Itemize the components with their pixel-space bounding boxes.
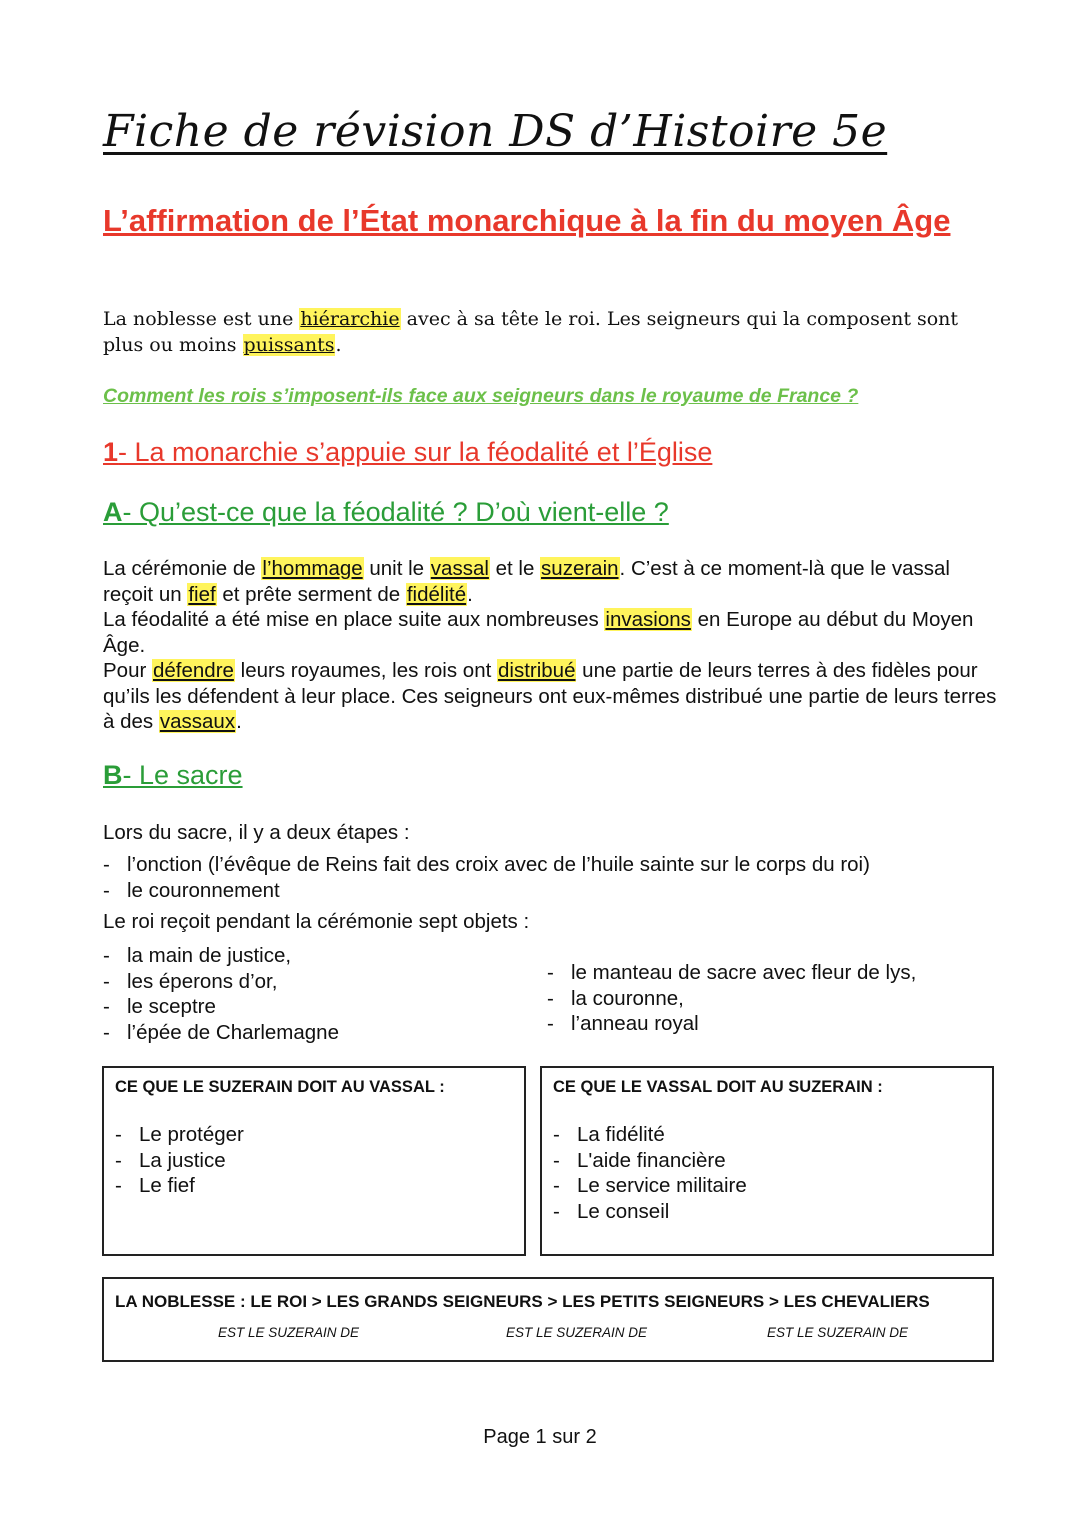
defense-sentence	[103, 658, 1003, 735]
list-item: - la couronne,	[547, 986, 1007, 1012]
text: en Europe au début du Moyen Âge.	[103, 608, 974, 657]
intro-paragraph	[103, 306, 1003, 358]
highlight-puissants: puissants	[243, 334, 335, 356]
list-item: - La fidélité	[553, 1122, 973, 1148]
section-b-heading	[103, 760, 243, 791]
text: .	[467, 582, 473, 606]
suzerain-duties-box	[102, 1066, 526, 1256]
highlight-hommage: l’hommage	[262, 557, 363, 580]
suzerain-duties-list	[115, 1122, 505, 1199]
highlight-fidelite: fidélité	[406, 582, 467, 606]
intro-text-1: La noblesse est une	[103, 308, 300, 330]
objects-list-left	[103, 943, 523, 1045]
intro-text-2: avec à sa tête le roi. Les seigneurs qui la composent sont plus ou moins	[103, 308, 959, 356]
highlight-suzerain: suzerain	[541, 557, 619, 580]
highlight-distribue: distribué	[497, 659, 576, 682]
text: .	[236, 710, 242, 733]
sacre-steps-list	[103, 852, 1003, 903]
problem-question: Comment les rois s’imposent-ils face aux seigneurs dans le royaume de France ?	[103, 385, 859, 407]
list-item: - la main de justice,	[103, 943, 523, 969]
invasions-sentence	[103, 607, 1003, 658]
highlight-hierarchie: hiérarchie	[300, 308, 400, 330]
highlight-invasions: invasions	[605, 608, 691, 631]
list-item: - Le conseil	[553, 1199, 973, 1225]
section-b-letter: B	[103, 760, 123, 790]
list-item: - les éperons d’or,	[103, 969, 523, 995]
section-1-title: - La monarchie s’appuie sur la féodalité et l’Église	[118, 437, 713, 467]
suzerain-link-label: EST LE SUZERAIN DE	[767, 1325, 909, 1340]
text: une partie de leurs terres à des fidèles pour qu’ils les défendent à leur place. Ces seigneurs ont eux-mêmes distribué une partie de leurs terres à des	[103, 659, 997, 733]
list-item: - le couronnement	[103, 878, 1003, 904]
sacre-intro: Lors du sacre, il y a deux étapes :	[103, 821, 410, 844]
nobility-hierarchy-line: LA NOBLESSE : LE ROI > LES GRANDS SEIGNEURS > LES PETITS SEIGNEURS > LES CHEVALIERS	[115, 1292, 930, 1311]
list-item: - l’anneau royal	[547, 1011, 1007, 1037]
text: et prête serment de	[216, 582, 406, 606]
section-1-heading	[103, 437, 712, 468]
section-a-letter: A	[103, 497, 123, 527]
highlight-vassaux: vassaux	[159, 710, 236, 733]
vassal-duties-title: CE QUE LE VASSAL DOIT AU SUZERAIN :	[553, 1078, 883, 1096]
section-a-title: - Qu’est-ce que la féodalité ? D’où vient-elle ?	[122, 497, 669, 527]
list-item: - L'aide financière	[553, 1148, 973, 1174]
suzerain-duties-title: CE QUE LE SUZERAIN DOIT AU VASSAL :	[115, 1078, 445, 1096]
section-b-title: - Le sacre	[122, 760, 243, 790]
list-item: - l’onction (l’évêque de Reins fait des croix avec de l’huile sainte sur le corps du roi)	[103, 852, 1003, 878]
section-a-heading	[103, 497, 669, 528]
page-title: Fiche de révision DS d’Histoire 5e	[103, 106, 888, 157]
list-item: - Le protéger	[115, 1122, 505, 1148]
suzerain-link-label: EST LE SUZERAIN DE	[506, 1325, 648, 1340]
vassal-duties-list	[553, 1122, 973, 1224]
text: La féodalité a été mise en place suite aux nombreuses	[103, 608, 605, 631]
highlight-fief: fief	[188, 582, 216, 606]
highlight-vassal: vassal	[430, 557, 489, 580]
page-number: Page 1 sur 2	[483, 1426, 597, 1448]
nobility-hierarchy-box	[102, 1277, 994, 1362]
text: . C’est à ce moment-là que le vassal reçoit un	[103, 557, 950, 606]
text: La cérémonie de	[103, 557, 262, 580]
feodalite-paragraph	[103, 556, 1003, 735]
objects-list-right	[547, 960, 1007, 1037]
list-item: - Le fief	[115, 1173, 505, 1199]
suzerain-link-label: EST LE SUZERAIN DE	[218, 1325, 360, 1340]
list-item: - La justice	[115, 1148, 505, 1174]
list-item: - l’épée de Charlemagne	[103, 1020, 523, 1046]
text: et le	[489, 557, 541, 580]
list-item: - le sceptre	[103, 994, 523, 1020]
section-1-number: 1	[103, 437, 119, 467]
hommage-sentence	[103, 556, 1003, 607]
intro-text-3: .	[335, 334, 342, 356]
text: Pour	[103, 659, 152, 682]
objects-intro: Le roi reçoit pendant la cérémonie sept objets :	[103, 910, 530, 933]
text: unit le	[363, 557, 430, 580]
highlight-defendre: défendre	[153, 659, 234, 682]
text: leurs royaumes, les rois ont	[234, 659, 497, 682]
vassal-duties-box	[540, 1066, 994, 1256]
chapter-heading: L’affirmation de l’État monarchique à la fin du moyen Âge	[103, 203, 951, 238]
list-item: - Le service militaire	[553, 1173, 973, 1199]
list-item: - le manteau de sacre avec fleur de lys,	[547, 960, 1007, 986]
